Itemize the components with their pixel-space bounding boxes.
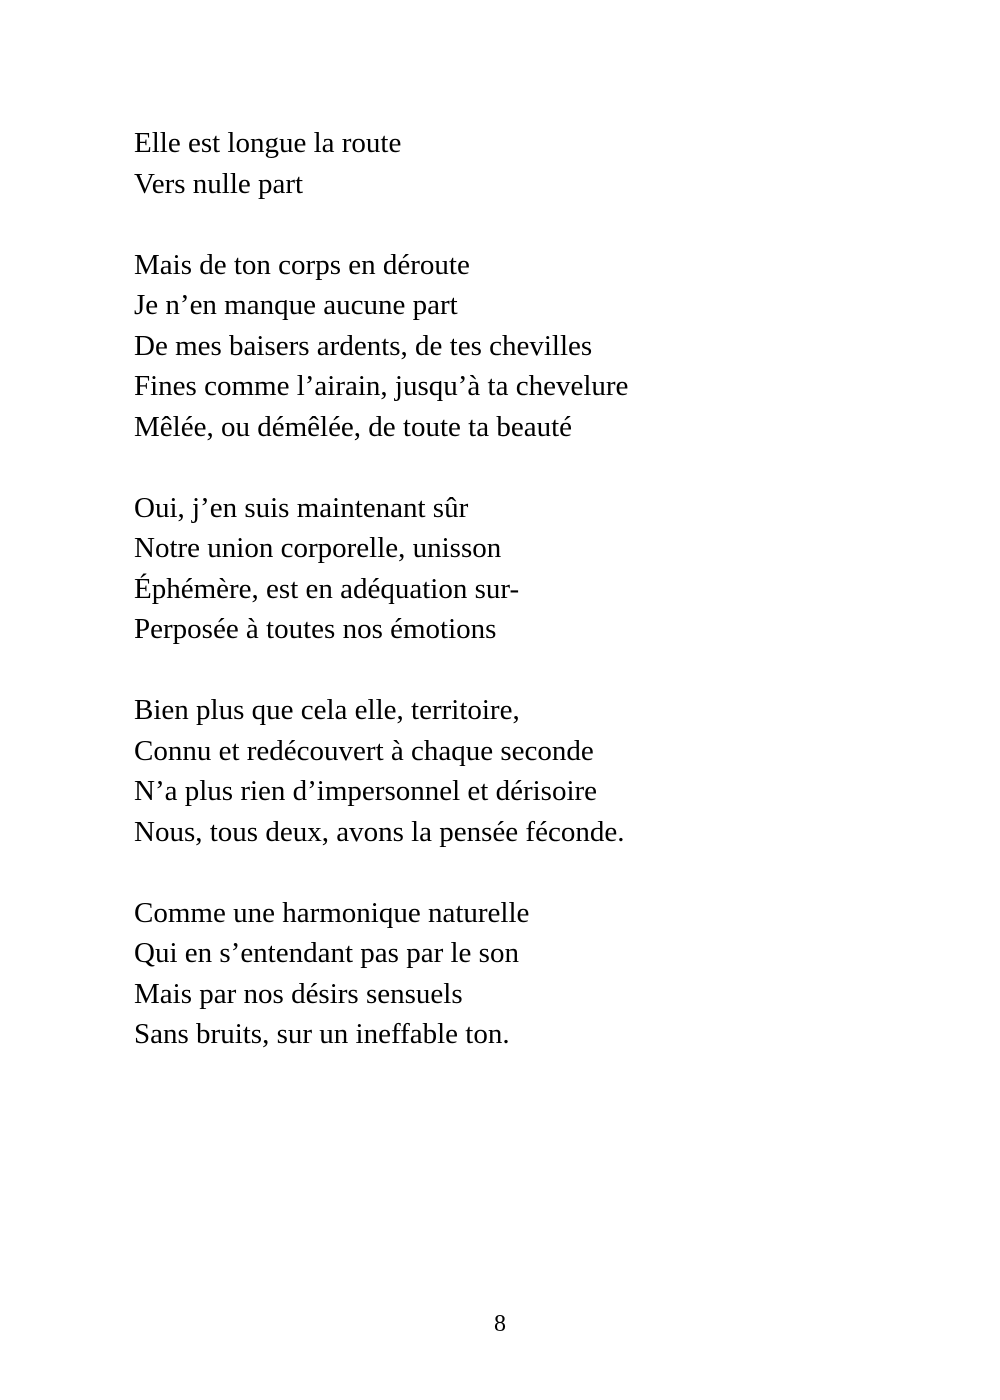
poem-line: Sans bruits, sur un ineffable ton. — [134, 1018, 510, 1050]
poem-line: Fines comme l’airain, jusqu’à ta chevelure — [134, 370, 629, 402]
poem-line: Mais de ton corps en déroute — [134, 248, 470, 281]
poem-line: Éphémère, est en adéquation sur- — [134, 572, 520, 605]
poem-line: Je n’en manque aucune part — [134, 289, 458, 321]
stanza-1 — [134, 123, 894, 204]
poem-line: Mêlée, ou démêlée, de toute ta beauté — [134, 410, 573, 443]
poem-line: Perposée à toutes nos émotions — [134, 613, 497, 645]
stanza-5 — [134, 893, 894, 1055]
poem-line: Bien plus que cela elle, territoire, — [134, 694, 520, 726]
poem-line: Nous, tous deux, avons la pensée féconde. — [134, 815, 625, 848]
poem-line: Elle est longue la route — [134, 127, 402, 159]
poem-line: Comme une harmonique naturelle — [134, 896, 530, 929]
page-number: 8 — [494, 1311, 506, 1337]
stanza-3 — [134, 488, 894, 650]
poem-line: De mes baisers ardents, de tes chevilles — [134, 329, 593, 362]
poem-line: N’a plus rien d’impersonnel et dérisoire — [134, 775, 598, 807]
poem — [134, 123, 894, 1095]
stanza-2 — [134, 245, 894, 448]
poem-line: Vers nulle part — [134, 167, 304, 200]
stanza-4 — [134, 690, 894, 852]
poem-line: Notre union corporelle, unisson — [134, 532, 502, 564]
poem-line: Oui, j’en suis maintenant sûr — [134, 491, 469, 524]
poem-line: Mais par nos désirs sensuels — [134, 977, 463, 1010]
poem-line: Qui en s’entendant pas par le son — [134, 937, 519, 969]
poem-line: Connu et redécouvert à chaque seconde — [134, 734, 594, 767]
